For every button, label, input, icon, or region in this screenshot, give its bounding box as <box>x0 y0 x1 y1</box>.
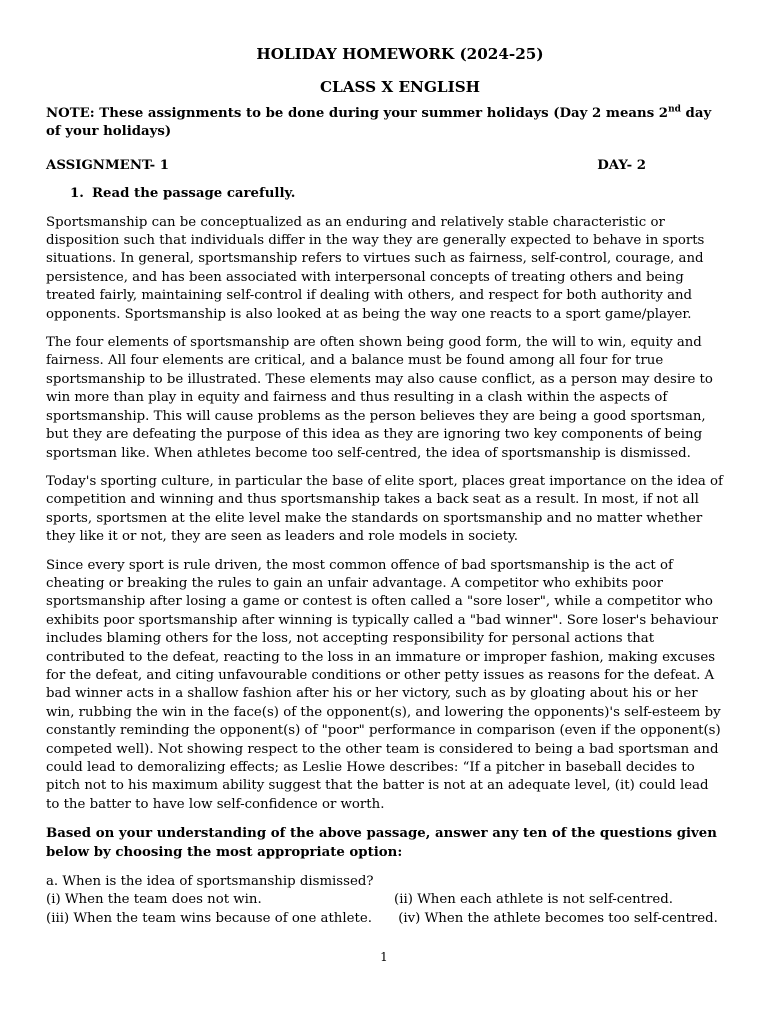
passage-paragraph: Since every sport is rule driven, the most common offence of bad sportsmanship is the act of cheating or breaking the rules to gain an unfair advantage. A competitor who exhibits poor sportsmanship after losing a game or contest is often called a "sore loser", while a competitor who exhibits poor sportsmanship after winning is typically called a "bad winner". Sore loser's behaviour includes blaming others for the loss, not accepting responsibility for personal actions that contributed to the defeat, reacting to the loss in an immature or improper fashion, making excuses for the defeat, and citing unfavourable conditions or other petty issues as reasons for the defeat. A bad winner acts in a shallow fashion after his or her victory, such as by gloating about his or her win, rubbing the win in the face(s) of the opponent(s), and lowering the opponents)'s self-esteem by constantly reminding the opponent(s) of "poor" performance in comparison (even if the opponent(s) competed well). Not showing respect to the other team is considered to being a bad sportsman and could lead to demoralizing effects; as Leslie Howe describes: “If a pitcher in baseball decides to pitch not to his maximum ability suggest that the batter is not at an adequate level, (it) could lead to the batter to have low self-confidence or worth. <box>46 557 721 812</box>
instruction <box>46 185 726 203</box>
note <box>46 105 726 142</box>
note-superscript: nd <box>668 104 681 115</box>
document-title: HOLIDAY HOMEWORK (2024-25) <box>256 45 544 63</box>
question-options <box>46 891 726 928</box>
note-text-end: day of your holidays) <box>46 106 712 140</box>
note-text-start: NOTE: These assignments to be done during your summer holidays (Day 2 means 2 <box>46 106 669 121</box>
instruction-number: 1. <box>70 186 84 202</box>
assignment-label: ASSIGNMENT- 1 <box>46 157 170 173</box>
document-subtitle: CLASS X ENGLISH <box>319 78 481 96</box>
option: (iii) When the team wins because of one athlete. <box>46 910 372 926</box>
assignment-header <box>46 157 726 175</box>
passage-paragraph: Today's sporting culture, in particular the base of elite sport, places great importance on the idea of competition and winning and thus sportsmanship takes a back seat as a result. In most, if not all sports, sportsmen at the elite level make the standards on sportsmanship and no matter whether they like it or not, they are seen as leaders and role models in society. <box>46 473 723 545</box>
passage-paragraph: The four elements of sportsmanship are often shown being good form, the will to win, equity and fairness. All four elements are critical, and a balance must be found among all four for true sportsmanship to be illustrated. These elements may also cause conflict, as a person may desire to win more than play in equity and fairness and thus resulting in a clash within the aspects of sportsmanship. This will cause problems as the person believes they are being a good sportsman, but they are defeating the purpose of this idea as they are ignoring two key components of being sportsman like. When athletes become too self-centred, the idea of sportsmanship is dismissed. <box>46 335 713 461</box>
question-item <box>46 873 726 928</box>
instruction-text: Read the passage carefully. <box>92 186 296 202</box>
passage-paragraph: Sportsmanship can be conceptualized as an enduring and relatively stable characteristic or disposition such that individuals differ in the way they are generally expected to behave in sports situations. In general, sportsmanship refers to virtues such as fairness, self-control, courage, and persistence, and has been associated with interpersonal concepts of treating others and being treated fairly, maintaining self-control if dealing with others, and respect for both authority and opponents. Sportsmanship is also looked at as being the way one reacts to a sport game/player. <box>46 214 705 322</box>
page-number: 1 <box>380 950 388 964</box>
assignment-day: DAY- 2 <box>597 157 646 173</box>
document-page <box>46 44 726 928</box>
option: (i) When the team does not win. <box>46 892 262 908</box>
question-stem: a. When is the idea of sportsmanship dismissed? <box>46 874 374 890</box>
option: (iv) When the athlete becomes too self-centred. <box>394 910 718 926</box>
question-directive: Based on your understanding of the above passage, answer any ten of the questions given below by choosing the most appropriate option: <box>46 826 717 860</box>
option: (ii) When each athlete is not self-centred. <box>394 892 673 908</box>
